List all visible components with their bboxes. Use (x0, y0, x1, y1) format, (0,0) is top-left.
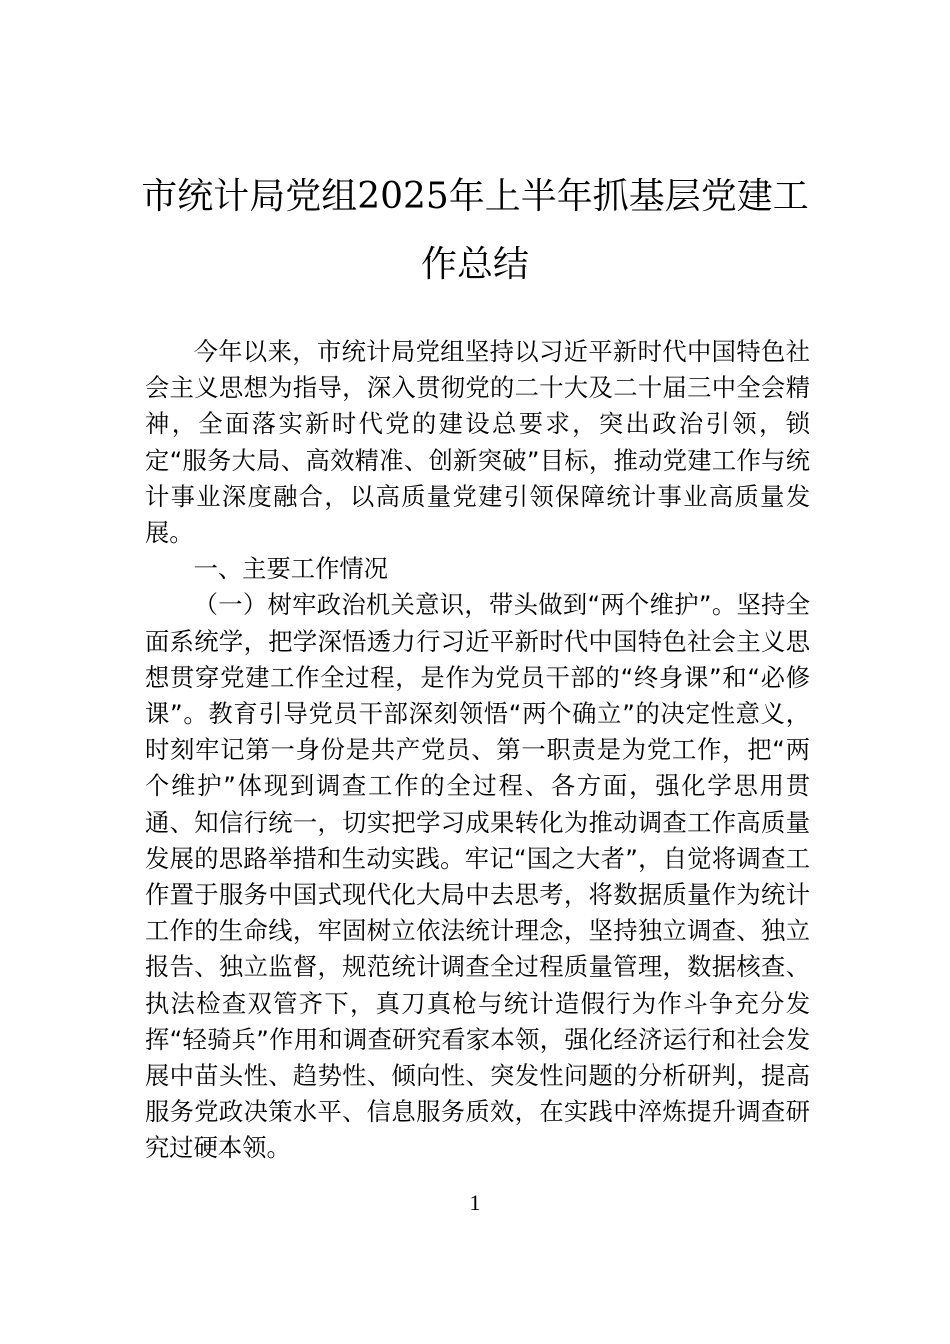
document-title-line-2: 作总结 (420, 244, 529, 285)
section-heading: 一、主要工作情况 (193, 554, 388, 584)
page-number: 1 (469, 1190, 481, 1215)
subsection-paragraph: （一）树牢政治机关意识，带头做到“两个维护”。坚持全面系统学，把学深悟透力行习近平新时代中国特色社会主义思想贯穿党建工作全过程，是作为党员干部的“终身课”和“必修课”。教育引导党员干部深刻领悟“两个确立”的决定性意义，时刻牢记第一身份是共产党员、第一职责是为党工作，把“两个维护”体现到调查工作的全过程、各方面，强化学思用贯通、知信行统一，切实把学习成果转化为推动调查工作高质量发展的思路举措和生动实践。牢记“国之大者”，自觉将调查工作置于服务中国式现代化大局中去思考，将数据质量作为统计工作的生命线，牢固树立依法统计理念，坚持独立调查、独立报告、独立监督，规范统计调查全过程质量管理，数据核查、执法检查双管齐下，真刀真枪与统计造假行为作斗争充分发挥“轻骑兵”作用和调查研究看家本领，强化经济运行和社会发展中苗头性、趋势性、倾向性、突发性问题的分析研判，提高服务党政决策水平、信息服务质效，在实践中淬炼提升调查研究过硬本领。 (145, 590, 810, 1163)
document-body (145, 334, 810, 1167)
document-title-line-1: 市统计局党组2025年上半年抓基层党建工 (141, 176, 809, 217)
intro-paragraph: 今年以来，市统计局党组坚持以习近平新时代中国特色社会主义思想为指导，深入贯彻党的二十大及二十届三中全会精神，全面落实新时代党的建设总要求，突出政治引领，锁定“服务大局、高效精准、创新突破”目标，推动党建工作与统计事业深度融合，以高质量党建引领保障统计事业高质量发展。 (145, 337, 810, 548)
